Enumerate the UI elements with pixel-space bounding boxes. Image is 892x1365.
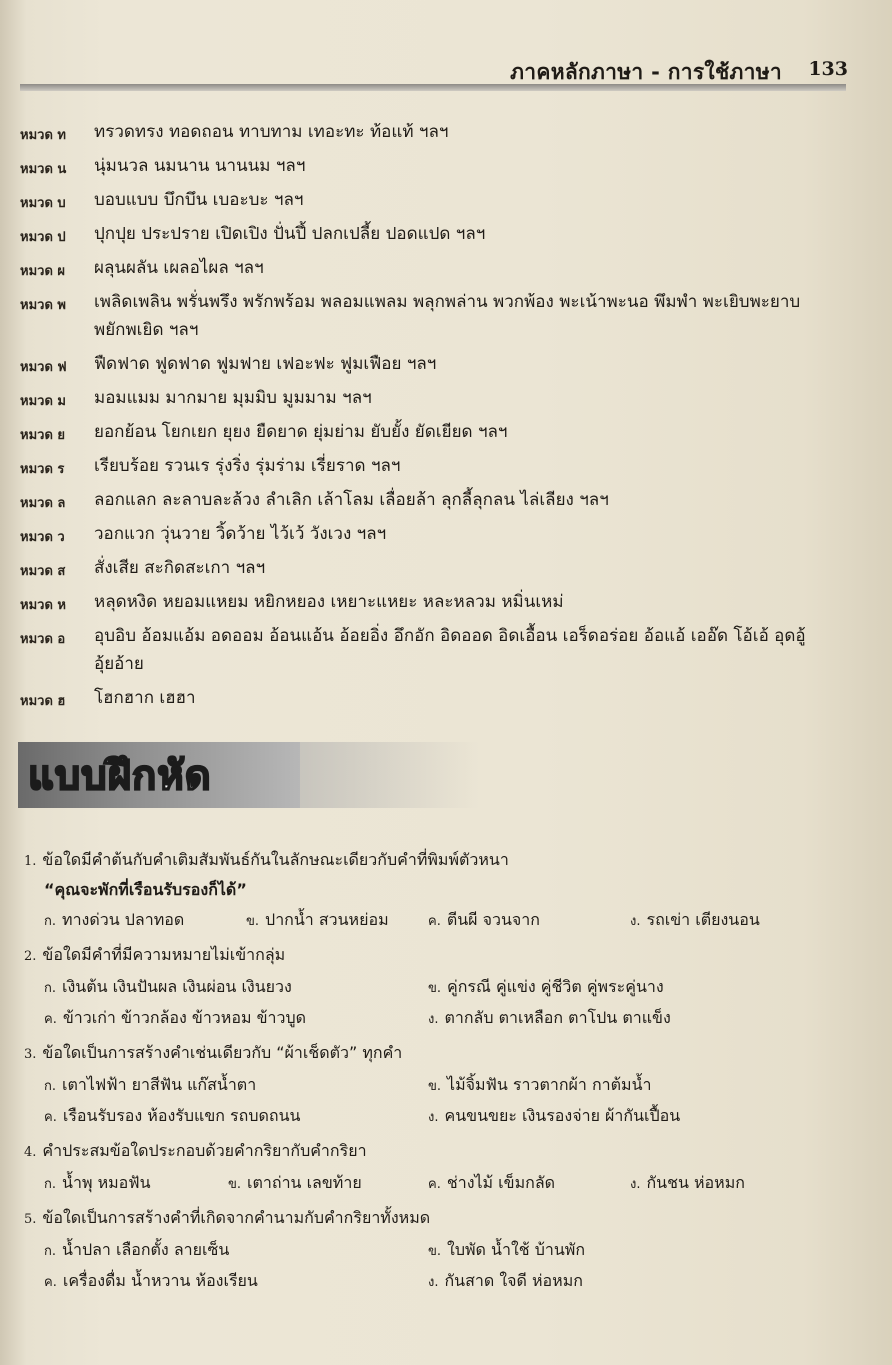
category-item bbox=[20, 220, 860, 248]
category-words: โฮกฮาก เฮฮา bbox=[94, 688, 196, 708]
category-words: อุบอิบ อ้อมแอ้ม อดออม อ้อนแอ้น อ้อยอิ่ง อึกอัก อิดออด อิดเอื้อน เอร็ดอร่อย อ้อแอ้ เออ๊ด โอ้เอ้ อุดอู้ อุ้ยอ้าย bbox=[94, 626, 806, 674]
question-stem bbox=[24, 846, 854, 876]
question-number: 3. bbox=[24, 1047, 37, 1062]
category-words: สั่งเสีย สะกิดสะเกา ฯลฯ bbox=[94, 558, 266, 578]
category-item bbox=[20, 418, 860, 446]
question-number: 2. bbox=[24, 949, 37, 964]
option-text: ช่างไม้ เข็มกลัด bbox=[446, 1173, 556, 1192]
option-text: ทางด่วน ปลาทอด bbox=[62, 910, 185, 929]
category-words: เพลิดเพลิน พรั่นพรึง พรักพร้อม พลอมแพลม พลุกพล่าน พวกพ้อง พะเน้าพะนอ พึมพำ พะเยิบพะยาบ พยักพเยิด ฯลฯ bbox=[94, 292, 801, 340]
option-text: ข้าวเก่า ข้าวกล้อง ข้าวหอม ข้าวบูด bbox=[62, 1008, 307, 1027]
option-row bbox=[24, 971, 854, 1002]
category-item bbox=[20, 554, 860, 582]
page-number: 133 bbox=[808, 58, 848, 80]
option-text: เครื่องดื่ม น้ำหวาน ห้องเรียน bbox=[62, 1271, 258, 1290]
question-number: 4. bbox=[24, 1145, 37, 1160]
option-text: ตากลับ ตาเหลือก ตาโปน ตาแข็ง bbox=[444, 1008, 671, 1027]
header-rule bbox=[20, 84, 846, 91]
category-words: ผลุนผลัน เผลอไผล ฯลฯ bbox=[94, 258, 264, 278]
option-text: คนขนขยะ เงินรองจ่าย ผ้ากันเปื้อน bbox=[444, 1106, 681, 1125]
option-row bbox=[24, 1002, 854, 1033]
category-tag: หมวด ว bbox=[20, 530, 65, 545]
category-words: บอบแบบ บึกบึน เบอะบะ ฯลฯ bbox=[94, 190, 304, 210]
category-tag: หมวด ฮ bbox=[20, 694, 66, 709]
option-d[interactable] bbox=[428, 1265, 583, 1298]
category-item bbox=[20, 452, 860, 480]
option-mark: ค. bbox=[428, 914, 441, 929]
category-item bbox=[20, 486, 860, 514]
option-text: ตีนผี จวนจาก bbox=[446, 910, 540, 929]
category-words: ยอกย้อน โยกเยก ยุยง ยืดยาด ยุ่มย่าม ยับยั้ง ยัดเยียด ฯลฯ bbox=[94, 422, 508, 442]
category-tag: หมวด บ bbox=[20, 196, 66, 211]
category-item bbox=[20, 186, 860, 214]
option-row bbox=[24, 1167, 854, 1198]
exercise-questions bbox=[24, 846, 854, 1302]
option-row bbox=[24, 1069, 854, 1100]
option-text: เรือนรับรอง ห้องรับแขก รถบดถนน bbox=[62, 1106, 301, 1125]
option-mark: ข. bbox=[428, 1244, 442, 1259]
option-text: คู่กรณี คู่แข่ง คู่ชีวิต คู่พระคู่นาง bbox=[447, 977, 664, 996]
option-mark: ง. bbox=[428, 1275, 439, 1290]
option-mark: ก. bbox=[44, 1244, 57, 1259]
category-item bbox=[20, 384, 860, 412]
question-text: ข้อใดมีคำต้นกับคำเติมสัมพันธ์กันในลักษณะเดียวกับคำที่พิมพ์ตัวหนา bbox=[42, 850, 509, 869]
option-text: ปากน้ำ สวนหย่อม bbox=[265, 910, 389, 929]
option-mark: ข. bbox=[228, 1177, 242, 1192]
option-mark: ข. bbox=[428, 981, 442, 996]
option-b[interactable] bbox=[228, 1167, 362, 1200]
option-c[interactable] bbox=[428, 904, 540, 937]
running-header-title: ภาคหลักภาษา - การใช้ภาษา bbox=[510, 60, 782, 84]
option-mark: ค. bbox=[44, 1110, 57, 1125]
category-words: ทรวดทรง ทอดถอน ทาบทาม เทอะทะ ท้อแท้ ฯลฯ bbox=[94, 122, 449, 142]
category-item bbox=[20, 118, 860, 146]
category-tag: หมวด ท bbox=[20, 128, 66, 143]
option-row bbox=[24, 904, 854, 935]
option-mark: ข. bbox=[428, 1079, 442, 1094]
category-tag: หมวด ส bbox=[20, 564, 66, 579]
option-mark: ง. bbox=[630, 1177, 641, 1192]
exercise-banner-title: แบบฝึกหัด bbox=[28, 753, 212, 799]
option-c[interactable] bbox=[44, 1265, 258, 1298]
option-a[interactable] bbox=[44, 971, 292, 1004]
option-a[interactable] bbox=[44, 904, 184, 937]
question-number: 1. bbox=[24, 854, 37, 869]
category-tag: หมวด ห bbox=[20, 598, 66, 613]
category-words: มอมแมม มากมาย มุมมิบ มูมมาม ฯลฯ bbox=[94, 388, 372, 408]
question-stem bbox=[24, 1039, 854, 1069]
question-4 bbox=[24, 1137, 854, 1198]
category-item bbox=[20, 254, 860, 282]
category-words: ลอกแลก ละลาบละล้วง ลำเลิก เล้าโลม เลื่อยล้า ลุกลี้ลุกลน ไล่เลียง ฯลฯ bbox=[94, 490, 609, 510]
question-stem bbox=[24, 941, 854, 971]
option-row bbox=[24, 1100, 854, 1131]
category-tag: หมวด ฟ bbox=[20, 360, 67, 375]
option-text: ไม้จิ้มฟัน ราวตากผ้า กาต้มน้ำ bbox=[447, 1075, 652, 1094]
question-text: ข้อใดเป็นการสร้างคำที่เกิดจากคำนามกับคำกริยาทั้งหมด bbox=[42, 1208, 431, 1227]
category-tag: หมวด ผ bbox=[20, 264, 66, 279]
option-text: เตาไฟฟ้า ยาสีฟัน แก๊สน้ำตา bbox=[62, 1075, 257, 1094]
question-stem bbox=[24, 1204, 854, 1234]
option-b[interactable] bbox=[428, 1234, 585, 1267]
option-text: เงินต้น เงินปันผล เงินผ่อน เงินยวง bbox=[62, 977, 292, 996]
category-tag: หมวด ย bbox=[20, 428, 66, 443]
question-number: 5. bbox=[24, 1212, 37, 1227]
option-text: น้ำพุ หมอฟัน bbox=[62, 1173, 151, 1192]
option-d[interactable] bbox=[630, 904, 760, 937]
category-item bbox=[20, 288, 860, 344]
option-mark: ง. bbox=[630, 914, 641, 929]
question-quote: “คุณจะพักที่เรือนรับรองก็ได้” bbox=[44, 880, 247, 899]
category-item bbox=[20, 152, 860, 180]
question-2 bbox=[24, 941, 854, 1033]
option-row bbox=[24, 1265, 854, 1296]
category-words: วอกแวก วุ่นวาย วิ้ดว้าย ไว้เว้ วังเวง ฯลฯ bbox=[94, 524, 387, 544]
option-d[interactable] bbox=[630, 1167, 745, 1200]
option-text: รถเข่า เตียงนอน bbox=[646, 910, 760, 929]
question-text: ข้อใดเป็นการสร้างคำเช่นเดียวกับ “ผ้าเช็ดตัว” ทุกคำ bbox=[42, 1043, 403, 1062]
option-text: กันชน ห่อหมก bbox=[646, 1173, 745, 1192]
option-mark: ก. bbox=[44, 1079, 57, 1094]
question-5 bbox=[24, 1204, 854, 1296]
banner-fade bbox=[300, 742, 480, 808]
question-3 bbox=[24, 1039, 854, 1131]
option-d[interactable] bbox=[428, 1100, 680, 1133]
category-item bbox=[20, 684, 860, 712]
option-mark: ค. bbox=[428, 1177, 441, 1192]
category-item bbox=[20, 622, 860, 678]
question-stem bbox=[24, 1137, 854, 1167]
category-words: เรียบร้อย รวนเร รุ่งริ่ง รุ่มร่าม เรี่ยราด ฯลฯ bbox=[94, 456, 401, 476]
option-c[interactable] bbox=[44, 1100, 300, 1133]
category-item bbox=[20, 520, 860, 548]
option-a[interactable] bbox=[44, 1069, 256, 1102]
question-text: ข้อใดมีคำที่มีความหมายไม่เข้ากลุ่ม bbox=[42, 945, 286, 964]
category-tag: หมวด พ bbox=[20, 298, 66, 313]
category-item bbox=[20, 588, 860, 616]
exercise-banner bbox=[18, 742, 300, 808]
category-tag: หมวด อ bbox=[20, 632, 66, 647]
category-tag: หมวด ร bbox=[20, 462, 65, 477]
option-mark: ง. bbox=[428, 1110, 439, 1125]
option-mark: ก. bbox=[44, 914, 57, 929]
category-list bbox=[20, 118, 860, 718]
category-tag: หมวด ป bbox=[20, 230, 66, 245]
question-text: คำประสมข้อใดประกอบด้วยคำกริยากับคำกริยา bbox=[42, 1141, 367, 1160]
category-tag: หมวด น bbox=[20, 162, 67, 177]
category-tag: หมวด ล bbox=[20, 496, 66, 511]
question-1 bbox=[24, 846, 854, 935]
option-c[interactable] bbox=[44, 1002, 306, 1035]
option-c[interactable] bbox=[428, 1167, 555, 1200]
option-b[interactable] bbox=[428, 971, 664, 1004]
option-mark: ง. bbox=[428, 1012, 439, 1027]
option-row bbox=[24, 1234, 854, 1265]
option-text: น้ำปลา เลือกตั้ง ลายเซ็น bbox=[62, 1240, 230, 1259]
option-text: ใบพัด น้ำใช้ บ้านพัก bbox=[447, 1240, 586, 1259]
category-tag: หมวด ม bbox=[20, 394, 66, 409]
category-words: หลุดหงิด หยอมแหยม หยิกหยอง เหยาะแหยะ หละหลวม หมิ่นเหม่ bbox=[94, 592, 564, 612]
option-mark: ค. bbox=[44, 1012, 57, 1027]
option-mark: ข. bbox=[246, 914, 260, 929]
option-mark: ก. bbox=[44, 1177, 57, 1192]
option-text: กันสาด ใจดี ห่อหมก bbox=[444, 1271, 583, 1290]
category-words: นุ่มนวล นมนาน นานนม ฯลฯ bbox=[94, 156, 306, 176]
option-b[interactable] bbox=[246, 904, 389, 937]
option-d[interactable] bbox=[428, 1002, 671, 1035]
category-words: ฟืดฟาด ฟูดฟาด ฟูมฟาย เฟอะฟะ ฟูมเฟือย ฯลฯ bbox=[94, 354, 437, 374]
option-mark: ค. bbox=[44, 1275, 57, 1290]
option-a[interactable] bbox=[44, 1234, 229, 1267]
option-text: เตาถ่าน เลขท้าย bbox=[247, 1173, 362, 1192]
option-mark: ก. bbox=[44, 981, 57, 996]
category-words: ปุกปุย ประปราย เปิดเปิง ปั่นปึ้ ปลกเปลี้ย ปอดแปด ฯลฯ bbox=[94, 224, 486, 244]
option-a[interactable] bbox=[44, 1167, 151, 1200]
category-item bbox=[20, 350, 860, 378]
option-b[interactable] bbox=[428, 1069, 652, 1102]
